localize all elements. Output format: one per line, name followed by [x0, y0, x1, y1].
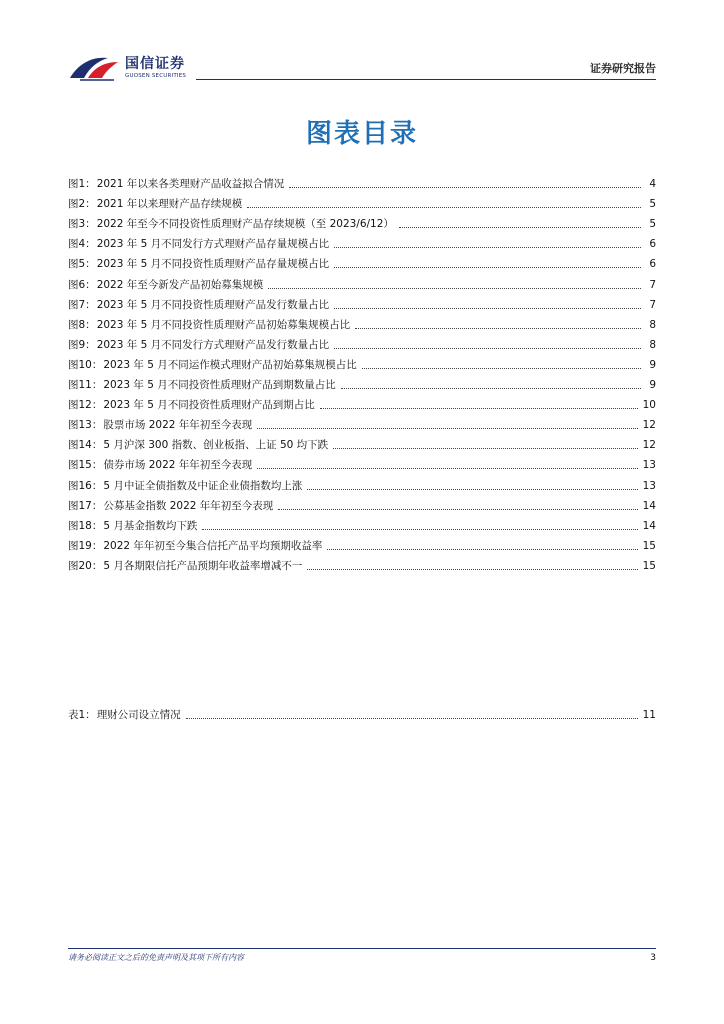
toc-dot-leader [307, 569, 637, 570]
toc-entry[interactable] [68, 392, 656, 412]
toc-entry-number: 图12： [68, 399, 103, 412]
toc-entry-title: 2022 年至今不同投资性质理财产品存续规模（至 2023/6/12） [96, 218, 394, 231]
toc-entry[interactable] [68, 513, 656, 533]
toc-entry-page: 13 [642, 459, 656, 472]
toc-entry-number: 图9： [68, 338, 96, 351]
toc-dot-leader [355, 328, 641, 329]
toc-entry[interactable] [68, 292, 656, 312]
toc-entry[interactable] [68, 472, 656, 492]
toc-dot-leader [334, 267, 641, 268]
toc-entry-page: 8 [649, 338, 656, 351]
toc-entry-page: 4 [649, 178, 656, 191]
toc-entry[interactable] [68, 352, 656, 372]
toc-entry-number: 图2： [68, 198, 96, 211]
header-divider [196, 79, 656, 80]
toc-entry[interactable] [68, 211, 656, 231]
toc-entry-title: 2023 年 5 月不同投资性质理财产品发行数量占比 [96, 298, 330, 311]
footer-disclaimer: 请务必阅读正文之后的免责声明及其项下所有内容 [68, 953, 244, 962]
toc-dot-leader [333, 448, 637, 449]
report-type-label: 证券研究报告 [590, 62, 656, 75]
table-toc-list [68, 702, 656, 722]
toc-entry-title: 5 月沪深 300 指数、创业板指、上证 50 均下跌 [103, 439, 329, 452]
toc-entry-number: 图6： [68, 278, 96, 291]
toc-entry-page: 5 [649, 198, 656, 211]
toc-entry[interactable] [68, 312, 656, 332]
toc-entry-title: 2023 年 5 月不同发行方式理财产品发行数量占比 [96, 338, 330, 351]
toc-entry-page: 12 [642, 419, 656, 432]
toc-entry-number: 图3： [68, 218, 96, 231]
toc-entry-title: 债券市场 2022 年年初至今表现 [103, 459, 253, 472]
figure-toc-list [68, 171, 656, 573]
toc-dot-leader [186, 718, 638, 719]
toc-entry-page: 12 [642, 439, 656, 452]
toc-entry-page: 7 [649, 278, 656, 291]
page-header [68, 50, 656, 84]
toc-entry-number: 表1： [68, 709, 96, 722]
toc-entry-title: 2023 年 5 月不同投资性质理财产品存量规模占比 [96, 258, 330, 271]
toc-entry[interactable] [68, 432, 656, 452]
toc-entry[interactable] [68, 332, 656, 352]
toc-dot-leader [341, 388, 641, 389]
toc-entry-title: 2021 年以来理财产品存续规模 [96, 198, 243, 211]
toc-entry[interactable] [68, 553, 656, 573]
toc-dot-leader [399, 227, 641, 228]
toc-entry[interactable] [68, 702, 656, 722]
toc-entry[interactable] [68, 231, 656, 251]
toc-dot-leader [334, 348, 641, 349]
toc-entry-title: 5 月各期限信托产品预期年收益率增减不一 [103, 559, 303, 572]
toc-entry-number: 图11： [68, 379, 103, 392]
toc-dot-leader [202, 529, 637, 530]
toc-entry-page: 14 [642, 519, 656, 532]
toc-entry-page: 14 [642, 499, 656, 512]
toc-entry[interactable] [68, 191, 656, 211]
toc-dot-leader [257, 428, 637, 429]
toc-entry-title: 公募基金指数 2022 年年初至今表现 [103, 499, 274, 512]
toc-entry-page: 6 [649, 238, 656, 251]
toc-entry-title: 2023 年 5 月不同投资性质理财产品初始募集规模占比 [96, 318, 351, 331]
logo-english-text: GUOSEN SECURITIES [125, 73, 187, 79]
toc-entry[interactable] [68, 372, 656, 392]
toc-entry-page: 6 [649, 258, 656, 271]
toc-dot-leader [334, 308, 641, 309]
toc-entry-page: 15 [642, 559, 656, 572]
toc-entry-number: 图17： [68, 499, 103, 512]
toc-entry-title: 2023 年 5 月不同投资性质理财产品到期数量占比 [103, 379, 336, 392]
toc-entry-number: 图5： [68, 258, 96, 271]
toc-dot-leader [247, 207, 641, 208]
toc-dot-leader [327, 549, 637, 550]
toc-entry-title: 股票市场 2022 年年初至今表现 [103, 419, 253, 432]
toc-entry-page: 15 [642, 539, 656, 552]
toc-dot-leader [268, 288, 641, 289]
toc-dot-leader [257, 468, 637, 469]
toc-dot-leader [289, 187, 641, 188]
logo-chinese-text: 国信证券 [125, 56, 185, 72]
toc-dot-leader [278, 509, 637, 510]
toc-entry-title: 5 月中证全债指数及中证企业债指数均上涨 [103, 479, 303, 492]
toc-entry[interactable] [68, 533, 656, 553]
toc-entry-page: 10 [642, 399, 656, 412]
toc-entry[interactable] [68, 171, 656, 191]
toc-entry-page: 9 [649, 379, 656, 392]
toc-dot-leader [307, 489, 637, 490]
toc-entry-page: 11 [642, 709, 656, 722]
toc-entry-title: 5 月基金指数均下跌 [103, 519, 198, 532]
toc-entry-number: 图18： [68, 519, 103, 532]
page-number: 3 [650, 953, 656, 963]
toc-entry-number: 图16： [68, 479, 103, 492]
toc-dot-leader [334, 247, 641, 248]
footer-divider [68, 948, 656, 949]
toc-entry-title: 理财公司设立情况 [96, 709, 181, 722]
toc-entry-number: 图8： [68, 318, 96, 331]
toc-entry-title: 2021 年以来各类理财产品收益拟合情况 [96, 178, 285, 191]
guosen-logo-mark-icon [68, 52, 120, 82]
toc-entry-number: 图20： [68, 559, 103, 572]
toc-entry-title: 2023 年 5 月不同运作模式理财产品初始募集规模占比 [103, 358, 357, 371]
toc-entry-number: 图14： [68, 439, 103, 452]
toc-entry-number: 图4： [68, 238, 96, 251]
toc-dot-leader [362, 368, 641, 369]
toc-entry-title: 2022 年至今新发产品初始募集规模 [96, 278, 264, 291]
toc-dot-leader [320, 408, 638, 409]
toc-entry-number: 图1： [68, 178, 96, 191]
toc-entry[interactable] [68, 493, 656, 513]
toc-entry-number: 图7： [68, 298, 96, 311]
toc-entry-number: 图10： [68, 358, 103, 371]
toc-entry-number: 图13： [68, 419, 103, 432]
toc-entry-title: 2022 年年初至今集合信托产品平均预期收益率 [103, 539, 323, 552]
toc-entry-title: 2023 年 5 月不同投资性质理财产品到期占比 [103, 399, 315, 412]
toc-entry-title: 2023 年 5 月不同发行方式理财产品存量规模占比 [96, 238, 330, 251]
toc-entry-number: 图15： [68, 459, 103, 472]
toc-entry-page: 8 [649, 318, 656, 331]
toc-entry-number: 图19： [68, 539, 103, 552]
toc-entry-page: 7 [649, 298, 656, 311]
toc-entry[interactable] [68, 452, 656, 472]
toc-entry[interactable] [68, 412, 656, 432]
toc-entry[interactable] [68, 251, 656, 271]
toc-entry-page: 13 [642, 479, 656, 492]
page-title: 图表目录 [305, 119, 418, 149]
toc-entry[interactable] [68, 271, 656, 291]
toc-entry-page: 5 [649, 218, 656, 231]
toc-entry-page: 9 [649, 358, 656, 371]
